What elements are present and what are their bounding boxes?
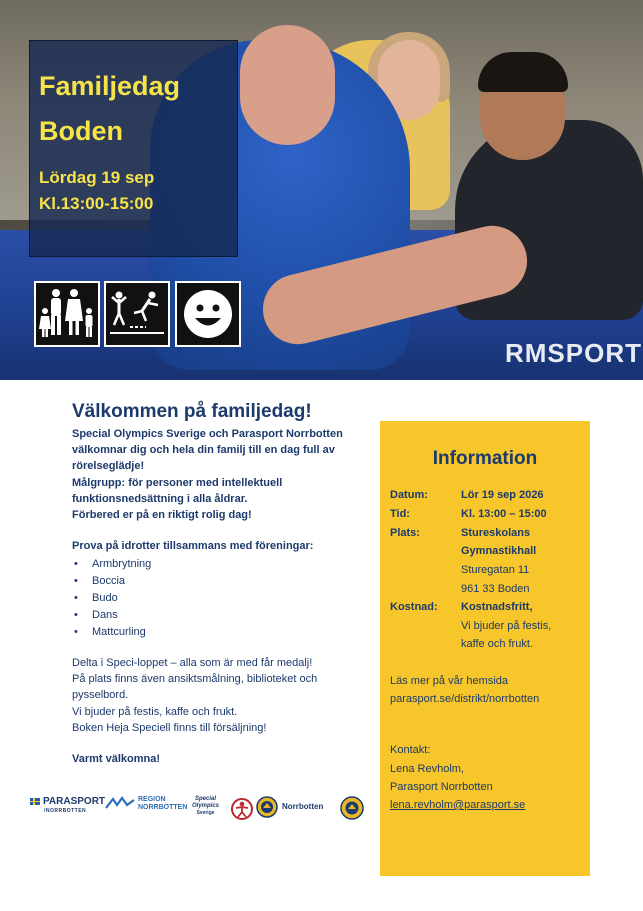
cost-line3: kaffe och frukt. [461, 638, 533, 650]
information-heading: Information [432, 448, 538, 469]
event-date: Lördag 19 sep [39, 168, 155, 187]
intro-text [72, 426, 362, 523]
details-paragraph: På plats finns även ansiktsmålning, biblioteket och pysselbord. [72, 673, 318, 702]
list-item [72, 556, 151, 573]
list-item [72, 573, 151, 590]
sport-name: Budo [92, 592, 118, 604]
sport-name: Armbrytning [92, 558, 152, 570]
sports-activity-icon [104, 281, 170, 347]
norrbotten-logo-text: Norrbotten [282, 802, 324, 811]
contact-organization: Parasport Norrbotten [390, 781, 493, 793]
parasport-logo-text: PARASPORT [43, 796, 106, 807]
sports-list [72, 556, 151, 641]
special-olympics-logo [192, 796, 219, 817]
time-label: Tid: [390, 508, 410, 520]
date-value: Lör 19 sep 2026 [461, 489, 544, 501]
details-paragraph: Vi bjuder på festis, kaffe och frukt. [72, 705, 238, 718]
place-line1: Stureskolans [461, 527, 531, 539]
event-title-line1: Familjedag [39, 71, 181, 101]
bullet-icon: • [74, 592, 78, 604]
page-heading: Välkommen på familjedag! [72, 401, 312, 422]
list-item [72, 590, 151, 607]
information-panel [380, 421, 590, 876]
more-info-url[interactable]: parasport.se/distrikt/norrbotten [390, 693, 540, 705]
details-paragraph: Boken Heja Speciell finns till försäljning! [72, 721, 267, 734]
swedish-flag-icon [30, 798, 40, 805]
place-label: Plats: [390, 527, 420, 539]
list-item [72, 624, 151, 641]
time-value: Kl. 13:00 – 15:00 [461, 508, 547, 520]
so-logo-line3: Sverige [196, 810, 215, 816]
intro-paragraph: Special Olympics Sverige och Parasport Norrbotten välkomnar dig och hela din familj till en dag full av rörelseglädje! [72, 428, 343, 473]
cost-line2: Vi bjuder på festis, [461, 620, 552, 632]
bullet-icon: • [74, 609, 78, 621]
event-title-line2: Boden [39, 116, 123, 146]
bullet-icon: • [74, 558, 78, 570]
hero-photo [0, 0, 643, 380]
photo-person-boy-hair [478, 52, 568, 92]
lions-club-icon [340, 796, 364, 825]
details-text [72, 655, 362, 736]
welcome-text: Varmt välkomna! [72, 753, 161, 765]
date-label: Datum: [390, 489, 428, 501]
region-wave-icon [105, 796, 135, 812]
contact-name: Lena Revholm, [390, 763, 464, 775]
photo-person-man-head [240, 25, 335, 145]
region-logo-line1: REGION [138, 796, 166, 803]
parasport-logo-subtext: /NORRBOTTEN [44, 808, 87, 814]
place-line2: Gymnastikhall [461, 545, 537, 557]
sports-heading: Prova på idrotter tillsammans med föreningar: [72, 540, 314, 552]
more-info-label: Läs mer på vår hemsida [390, 675, 508, 687]
event-time: Kl.13:00-15:00 [39, 194, 154, 213]
smiley-face-icon [175, 281, 241, 347]
parasport-logo [30, 796, 105, 814]
list-item [72, 607, 151, 624]
contact-label: Kontakt: [390, 744, 431, 756]
intro-paragraph: Målgrupp: för personer med intellektuell funktionsnedsättning i alla åldrar. [72, 476, 283, 505]
sport-name: Dans [92, 609, 118, 621]
intro-paragraph: Förbered er på en riktigt rolig dag! [72, 509, 252, 522]
contact-email-link[interactable]: lena.revholm@parasport.se [390, 799, 526, 811]
lions-club-icon [256, 796, 278, 823]
sport-name: Mattcurling [92, 626, 146, 638]
sport-name: Boccia [92, 575, 126, 587]
cost-line1: Kostnadsfritt, [461, 601, 533, 613]
place-line4: 961 33 Boden [461, 583, 530, 595]
region-norrbotten-logo [105, 796, 187, 812]
so-logo-line2: Olympics [192, 803, 220, 809]
details-paragraph: Delta i Speci-loppet – alla som är med får medalj! [72, 657, 313, 669]
family-icon [34, 281, 100, 347]
event-title-box [29, 40, 238, 257]
so-logo-line1: Special [195, 796, 217, 802]
bullet-icon: • [74, 575, 78, 587]
bullet-icon: • [74, 626, 78, 638]
cost-label: Kostnad: [390, 601, 438, 613]
place-line3: Sturegatan 11 [461, 564, 530, 576]
special-olympics-mark-icon [231, 797, 253, 826]
region-logo-line2: NORRBOTTEN [138, 804, 188, 811]
photo-table-text: RMSPORT [505, 338, 642, 368]
